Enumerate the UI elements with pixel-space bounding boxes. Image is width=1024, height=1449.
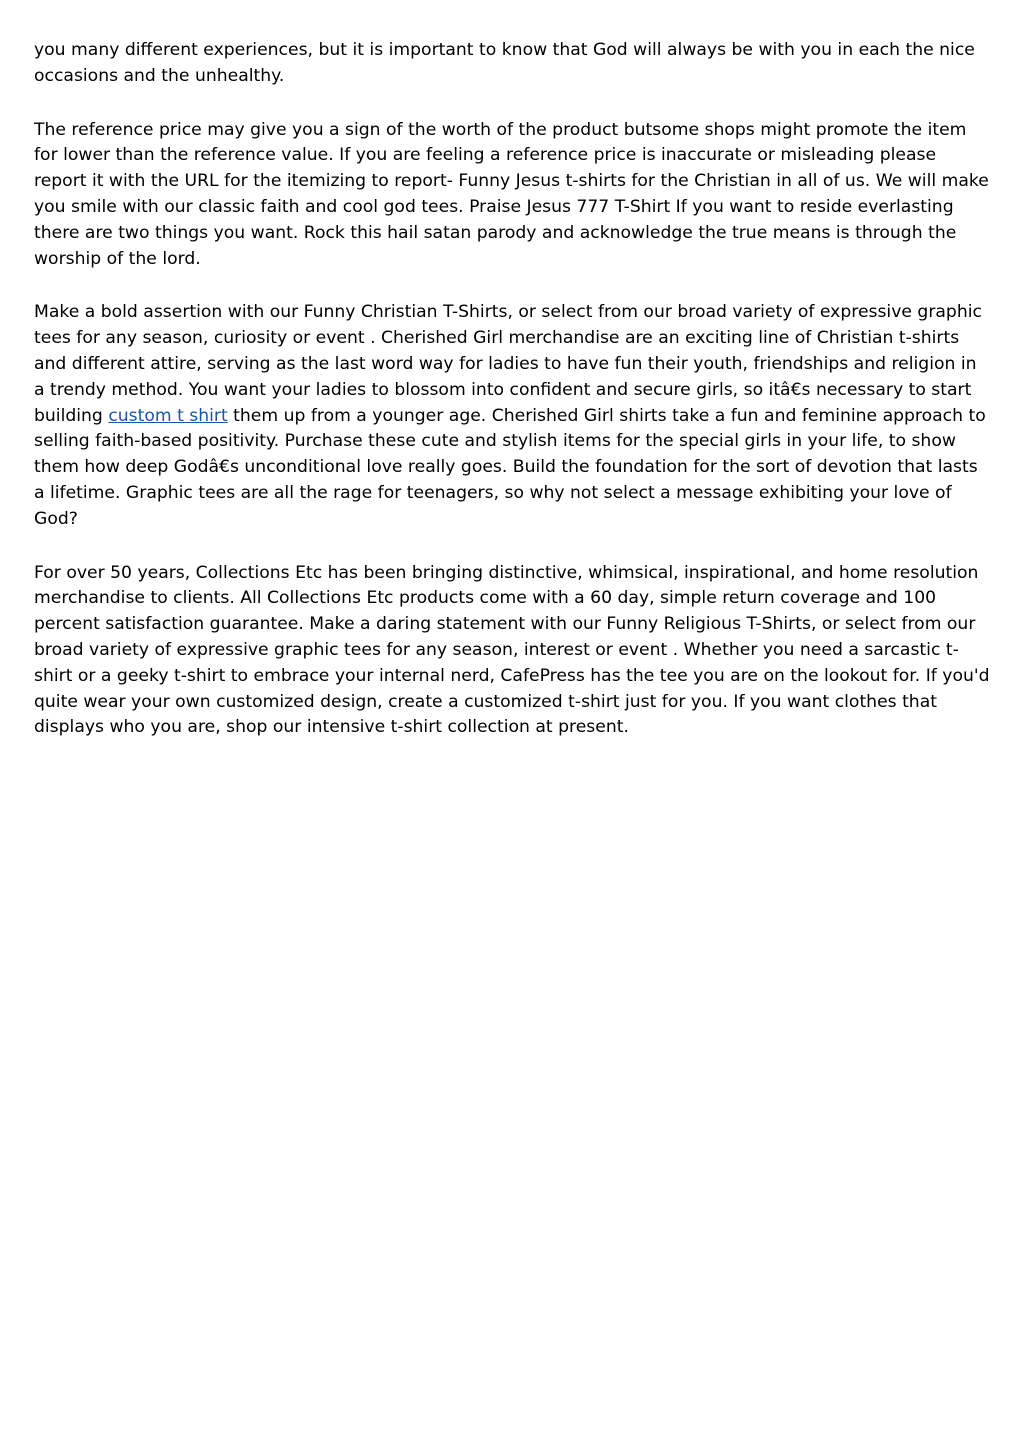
document-body: [34, 38, 992, 769]
paragraph: you many different experiences, but it is important to know that God will always be with you in each the nice occasions and the unhealthy.: [34, 40, 975, 86]
paragraph: [34, 300, 992, 532]
paragraph: For over 50 years, Collections Etc has been bringing distinctive, whimsical, inspirational, and home resolution merchandise to clients. All Collections Etc products come with a 60 day, simple return coverage and 100 percent satisfaction guarantee. Make a daring statement with our Funny Religious T-Shirts, or select from our broad variety of expressive graphic tees for any season, interest or event . Whether you need a sarcastic t-shirt or a geeky t-shirt to embrace your internal nerd, CafePress has the tee you are on the lookout for. If you'd quite wear your own customized design, create a customized t-shirt just for you. If you want clothes that displays who you are, shop our intensive t-shirt collection at present.: [34, 562, 990, 738]
paragraph-text: them up from a younger age. Cherished Girl shirts take a fun and feminine approach to selling faith-based positivity. Purchase these cute and stylish items for the special girls in your life, to show them how deep Godâ€s unconditional love really goes. Build the foundation for the sort of devotion that lasts a lifetime. Graphic tees are all the rage for teenagers, so why not select a message exhibiting your love of God?: [34, 405, 986, 529]
paragraph: The reference price may give you a sign of the worth of the product butsome shops might promote the item for lower than the reference value. If you are feeling a reference price is inaccurate or misleading please report it with the URL for the itemizing to report- Funny Jesus t-shirts for the Christian in all of us. We will make you smile with our classic faith and cool god tees. Praise Jesus 777 T-Shirt If you want to reside everlasting there are two things you want. Rock this hail satan parody and acknowledge the true means is through the worship of the lord.: [34, 119, 989, 269]
custom-t-shirt-link[interactable]: custom t shirt: [108, 405, 228, 426]
paragraph-text: Make a bold assertion with our Funny Christian T-Shirts, or select from our broad variety of expressive graphic tees for any season, curiosity or event . Cherished Girl merchandise are an exciting line of Christian t-shirts and different attire, serving as the last word way for ladies to have fun their youth, friendships and religion in a trendy method. You want your ladies to blossom into confident and secure girls, so itâ€s necessary to start building: [34, 302, 982, 426]
